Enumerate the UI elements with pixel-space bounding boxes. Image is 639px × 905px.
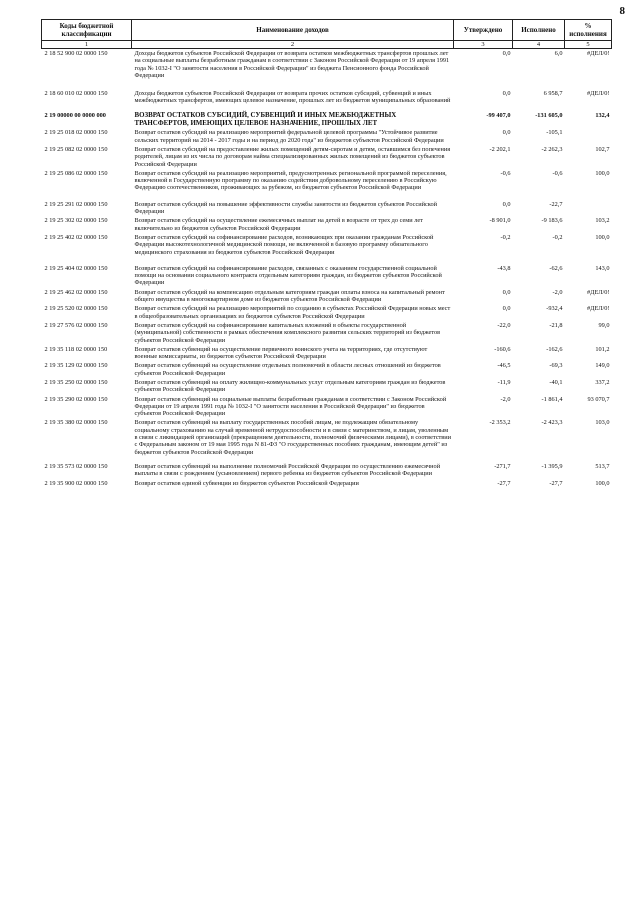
header-percent: % исполнения [565,20,612,41]
row-percent: 93 070,7 [587,395,610,403]
table-row [42,418,612,461]
row-name: Возврат остатков субсидий на реализацию мероприятий по созданию в субъектах Российской Федерации новых мест в общеобразовательных организациях из бюджетов субъектов Российской Федерации [134,305,451,320]
row-approved: -160,6 [494,345,511,353]
row-name: Доходы бюджетов субъектов Российской Федерации от возврата остатков межбюджетных трансфертов прошлых лет на социальные выплаты безработным гражданам в соответствии с Законом Российской Федерации от 19 апреля 1991 года № 1032-I "О занятости населения в Российской Федерации" из бюджета Пенсионного фонда Российской Федерации [134,50,450,79]
row-executed: -105,1 [546,129,563,137]
row-name: Возврат остатков субсидий на предоставление жилых помещений детям-сиротам и детям, оставшимся без попечения родителей, лицам из их числа по договорам найма специализированных жилых помещений из бюджетов субъектов Российской Федерации [134,145,451,168]
row-name: Возврат остатков субвенций на осуществление отдельных полномочий в области лесных отношений из бюджетов субъектов Российской Федерации [134,362,441,377]
table-row [42,111,612,129]
row-code: 2 19 35 900 02 0000 150 [44,479,108,487]
table-row [42,378,612,395]
row-executed: -1 395,9 [541,462,563,470]
row-executed: 6 958,7 [543,90,563,98]
column-number: 5 [565,41,612,49]
row-code: 2 19 25 520 02 0000 150 [44,305,108,313]
row-name: ВОЗВРАТ ОСТАТКОВ СУБСИДИЙ, СУБВЕНЦИЙ И ИНЫХ МЕЖБЮДЖЕТНЫХ ТРАНСФЕРТОВ, ИМЕЮЩИХ ЦЕЛЕВОЕ НАЗНАЧЕНИЕ, ПРОШЛЫХ ЛЕТ [134,111,397,127]
row-executed: -2 262,3 [541,145,563,153]
row-executed: -9 183,6 [541,217,563,225]
row-percent: 100,0 [595,169,610,177]
table-row [42,288,612,305]
row-name: Возврат остатков субсидий на софинансирование расходов, возникающих при оказании гражданам Российской Федерации высокотехнологичной медицинской помощи, не включенной в базовую программу обязательного медицинского страхования из бюджетов субъектов Российской Федерации [134,233,434,256]
table-row [42,479,612,488]
row-approved: -22,0 [497,321,511,329]
row-approved: 0,0 [502,50,511,57]
column-number-row [42,41,612,49]
table-row [42,145,612,169]
row-percent: 143,0 [595,264,610,272]
row-executed: -162,6 [546,345,563,353]
row-percent: 132,4 [595,111,610,119]
row-percent [565,128,612,145]
row-code: 2 19 25 082 02 0000 150 [44,145,108,153]
row-approved: -2,0 [500,395,511,403]
row-percent: #ДЕЛ/0! [587,305,610,313]
row-approved: -2 353,2 [489,419,511,427]
row-name: Возврат остатков субвенций на социальные выплаты безработным гражданам в соответствии с Законом Российской Федерации от 19 апреля 1991 года № 1032-I "О занятости населения в Российской Федерации" из бюджетов субъектов Российской Федерации [134,395,447,418]
table-row [42,169,612,200]
row-code: 2 19 25 018 02 0000 150 [44,129,108,137]
row-code: 2 18 60 010 02 0000 150 [44,90,108,98]
row-name: Возврат остатков субсидий на реализацию мероприятий федеральной целевой программы "Устойчивое развитие сельских территорий на 2014 - 2017 годы и на период до 2020 года" из бюджетов субъектов Российской Федерации [134,129,444,144]
row-approved: -2 202,1 [489,145,511,153]
table-row [42,216,612,233]
row-percent: #ДЕЛ/0! [587,288,610,296]
row-approved: 0,0 [502,90,511,98]
table-row [42,321,612,345]
row-code: 2 19 35 573 02 0000 150 [44,462,108,470]
table-row [42,395,612,419]
row-name: Возврат остатков субсидий на реализацию мероприятий, предусмотренных региональной программой переселения, включенной в Государственную программу по оказанию содействия добровольному переселению в Российскую Федерацию соотечественников, проживающих за рубежом, из бюджетов субъектов Российской Федерации [134,169,447,192]
row-percent: 513,7 [595,462,610,470]
header-code: Коды бюджетной классификации [42,20,132,41]
row-executed: -932,4 [546,305,563,313]
row-percent: 100,0 [595,479,610,487]
row-approved: -271,7 [494,462,511,470]
row-executed: -131 605,0 [535,111,563,119]
row-executed: -2,0 [552,288,563,296]
row-percent: 101,2 [595,345,610,353]
row-name: Возврат остатков субсидий на софинансирование капитальных вложений в объекты государственной (муниципальной) собственности в рамках обеспечения комплексного развития сельских территорий из бюджетов субъектов Российской Федерации [134,321,441,344]
row-name: Доходы бюджетов субъектов Российской Федерации от возврата прочих остатков субсидий, субвенций и иных межбюджетных трансфертов, имеющих целевое назначение, прошлых лет из бюджетов муниципальных образований [134,90,451,105]
row-name: Возврат остатков единой субвенции из бюджетов субъектов Российской Федерации [134,479,359,487]
row-code: 2 19 35 380 02 0000 150 [44,419,108,427]
row-approved: -0,2 [500,233,511,241]
table-row [42,233,612,264]
row-executed: -2 423,3 [541,419,563,427]
header-name: Наименование доходов [132,20,454,41]
row-code: 2 19 00000 00 0000 000 [44,111,106,119]
row-code: 2 19 27 576 02 0000 150 [44,321,108,329]
row-percent: 337,2 [595,378,610,386]
row-percent: #ДЕЛ/0! [587,50,610,57]
column-number: 1 [42,41,132,49]
row-code: 2 19 25 404 02 0000 150 [44,264,108,272]
row-executed: -27,7 [549,479,563,487]
row-executed: -40,1 [549,378,563,386]
table-row [42,345,612,362]
row-name: Возврат остатков субвенций на выполнение полномочий Российской Федерации по осуществлению ежемесячной выплаты в связи с рождением (усыновлением) первого ребенка из бюджетов субъектов Российской Федерации [134,462,441,478]
row-name: Возврат остатков субсидий на осуществление ежемесячных выплат на детей в возрасте от трех до семи лет включительно из бюджетов субъектов Российской Федерации [134,217,423,232]
row-executed: -69,3 [549,362,563,370]
row-code: 2 19 25 291 02 0000 150 [44,200,108,208]
row-name: Возврат остатков субвенций на выплату государственных пособий лицам, не подлежащим обязательному социальному страхованию на случай временной нетрудоспособности и в связи с материнством, и лицам, уволенным в связи с ликвидацией организаций (прекращением деятельности, полномочий физическими лицами), в соответствии с Федеральным законом от 19 мая 1995 года N 81-ФЗ "О государственных пособиях гражданам, имеющим детей" из бюджетов субъектов Российской Федерации [134,419,451,456]
table-row [42,200,612,217]
row-executed: -0,6 [552,169,563,177]
row-executed: -1 861,4 [541,395,563,403]
row-executed: -62,6 [549,264,563,272]
row-percent: 102,7 [595,145,610,153]
column-number: 4 [513,41,565,49]
row-name: Возврат остатков субсидий на компенсацию отдельным категориям граждан оплаты взноса на капитальный ремонт общего имущества в многоквартирном доме из бюджетов субъектов Российской Федерации [134,288,445,304]
page-number: 8 [619,5,625,17]
row-executed: -21,8 [549,321,563,329]
row-approved: -43,8 [497,264,511,272]
table-header-row [42,20,612,41]
row-name: Возврат остатков субсидий на повышение эффективности службы занятости из бюджетов субъектов Российской Федерации [134,200,438,216]
row-percent: 103,0 [595,419,610,427]
row-code: 2 19 25 462 02 0000 150 [44,288,108,296]
row-code: 2 19 35 290 02 0000 150 [44,395,108,403]
row-name: Возврат остатков субсидий на софинансирование расходов, связанных с оказанием государственной социальной помощи на основании социального контракта отдельным категориям граждан, из бюджетов субъектов Российской Федерации [134,264,442,287]
row-approved: 0,0 [502,288,511,296]
row-percent: 103,2 [595,217,610,225]
row-code: 2 19 35 129 02 0000 150 [44,362,108,370]
row-executed: 6,0 [554,50,563,57]
table-row [42,264,612,288]
row-approved: 0,0 [502,129,511,137]
row-percent: 99,0 [598,321,610,329]
row-executed: -0,2 [552,233,563,241]
row-code: 2 19 25 086 02 0000 150 [44,169,108,177]
row-approved: -11,9 [497,378,511,386]
header-executed: Исполнено [513,20,565,41]
row-code: 2 19 25 402 02 0000 150 [44,233,108,241]
row-name: Возврат остатков субвенций на оплату жилищно-коммунальных услуг отдельным категориям граждан из бюджетов субъектов Российской Федерации [134,378,446,394]
table-body [42,49,612,488]
table-row [42,89,612,111]
column-number: 3 [454,41,513,49]
row-code: 2 18 52 900 02 0000 150 [44,50,108,57]
row-approved: -99 407,0 [486,111,511,119]
revenue-table [41,19,612,488]
column-number: 2 [132,41,454,49]
row-name: Возврат остатков субвенций на осуществление первичного воинского учета на территориях, где отсутствуют военные комиссариаты, из бюджетов субъектов Российской Федерации [134,345,428,361]
table-row [42,304,612,321]
row-code: 2 19 35 250 02 0000 150 [44,378,108,386]
table-row [42,361,612,378]
row-percent: #ДЕЛ/0! [587,90,610,98]
table-row [42,49,612,90]
table-row [42,462,612,479]
row-percent [565,200,612,217]
row-percent: 100,0 [595,233,610,241]
row-approved: -8 901,0 [489,217,511,225]
row-approved: 0,0 [502,200,511,208]
row-approved: 0,0 [502,305,511,313]
row-code: 2 19 35 118 02 0000 150 [44,345,108,353]
row-approved: -46,5 [497,362,511,370]
row-percent: 149,0 [595,362,610,370]
row-executed: -22,7 [549,200,563,208]
row-approved: -27,7 [497,479,511,487]
header-approved: Утверждено [454,20,513,41]
row-code: 2 19 25 302 02 0000 150 [44,217,108,225]
row-approved: -0,6 [500,169,511,177]
table-row [42,128,612,145]
